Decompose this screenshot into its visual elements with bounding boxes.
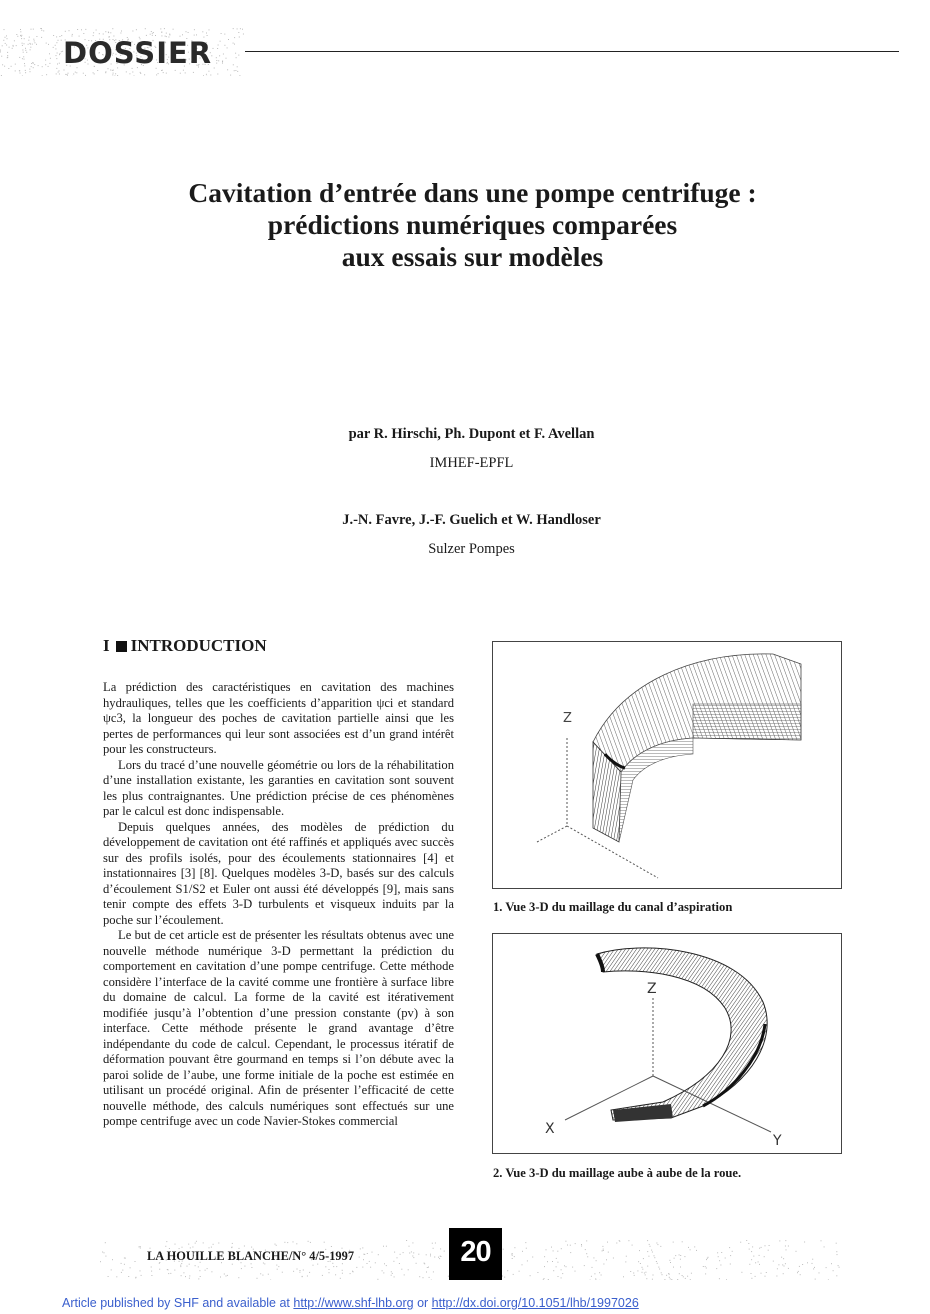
- section-heading: [103, 636, 267, 656]
- section-number: I: [103, 636, 110, 655]
- figure-1-mesh-image: [493, 642, 841, 888]
- title-line: Cavitation d’entrée dans une pompe centrifuge :: [188, 177, 757, 208]
- paragraph: Le but de cet article est de présenter les résultats obtenus avec une nouvelle méthode numérique 3-D permettant la prédiction du comportement en cavitation d’une pompe centrifuge. Cette méthode considère l’interface de la cavité comme une frontière à surface libre du domaine de calcul. La forme de la cavité est itérativement modifiée jusqu’à l’obtention d’une pression constante (pv) à son interface. Cette méthode présente le grand avantage d’être indépendante du code de calcul. Cependant, le processus itératif de déformation pouvant être gourmand en temps si l’on débute avec la paroi solide de l’aube, une forme initiale de la poche est estimée en utilisant un procédé original. Afin de présenter l’efficacité de cette nouvelle méthode, des calculs numériques sont effectués sur une pompe centrifuge avec un code Navier-Stokes commercial: [103, 928, 454, 1128]
- author-list: par R. Hirschi, Ph. Dupont et F. Avellan: [348, 426, 595, 442]
- title-line: prédictions numériques comparées: [267, 209, 678, 240]
- title-line: aux essais sur modèles: [341, 241, 604, 272]
- figure-1-caption: 1. Vue 3-D du maillage du canal d’aspiration: [493, 900, 733, 914]
- section-title: INTRODUCTION: [130, 636, 267, 655]
- author-affiliation: Sulzer Pompes: [428, 541, 515, 557]
- author-affiliation: IMHEF-EPFL: [429, 455, 514, 471]
- paragraph: Lors du tracé d’une nouvelle géométrie ou lors de la réhabilitation d’une installation existante, les garanties en cavitation sont souvent les plus contraignantes. Une prédiction précise de ces phénomènes par le calcul est donc indispensable.: [103, 757, 454, 818]
- axis-label-z: Z: [563, 711, 572, 726]
- axis-label-z: Z: [647, 981, 657, 997]
- axis-label-y: Y: [773, 1133, 782, 1149]
- paragraph: La prédiction des caractéristiques en cavitation des machines hydrauliques, telles que les coefficients d’apparition ψci et standard ψc3, la longueur des poches de cavitation partielle ainsi que les pertes de performances qui leur sont associées est d’un grand intérêt pour les constructeurs.: [103, 680, 454, 756]
- author-list: J.-N. Favre, J.-F. Guelich et W. Handloser: [342, 512, 601, 528]
- doi-link[interactable]: http://dx.doi.org/10.1051/lhb/1997026: [431, 1296, 639, 1310]
- figure-2-caption: 2. Vue 3-D du maillage aube à aube de la roue.: [493, 1166, 742, 1180]
- body-text-column: [103, 680, 454, 1130]
- square-bullet-icon: [116, 641, 127, 652]
- axis-label-x: X: [545, 1121, 555, 1137]
- figure-2-frame: [492, 933, 842, 1154]
- journal-reference: LA HOUILLE BLANCHE/N° 4/5-1997: [147, 1249, 355, 1263]
- paragraph: Depuis quelques années, des modèles de prédiction du développement de cavitation ont été raffinés et appliqués avec succès sur des profils isolés, pour des écoulements stationnaires [4] et instationnaires [3] [8]. Quelques modèles 3-D, basés sur des calculs d’écoulement S1/S2 et Euler ont aussi été développés [9], mais sans tenir compte des effets 3-D turbulents et visqueux induits par la poche sur l’écoulement.: [103, 819, 454, 927]
- article-credit-line: [62, 1296, 639, 1310]
- page-number: 20: [460, 1236, 491, 1268]
- credit-text: or: [413, 1296, 432, 1310]
- figure-1-frame: [492, 641, 842, 889]
- section-label: DOSSIER: [63, 36, 213, 70]
- header-rule: [245, 51, 899, 52]
- shf-link[interactable]: http://www.shf-lhb.org: [293, 1296, 414, 1310]
- article-title: [100, 177, 845, 273]
- credit-text: Article published by SHF and available at: [62, 1296, 294, 1310]
- axis-x-line: [537, 826, 567, 842]
- figure-2-mesh-image: [493, 934, 841, 1153]
